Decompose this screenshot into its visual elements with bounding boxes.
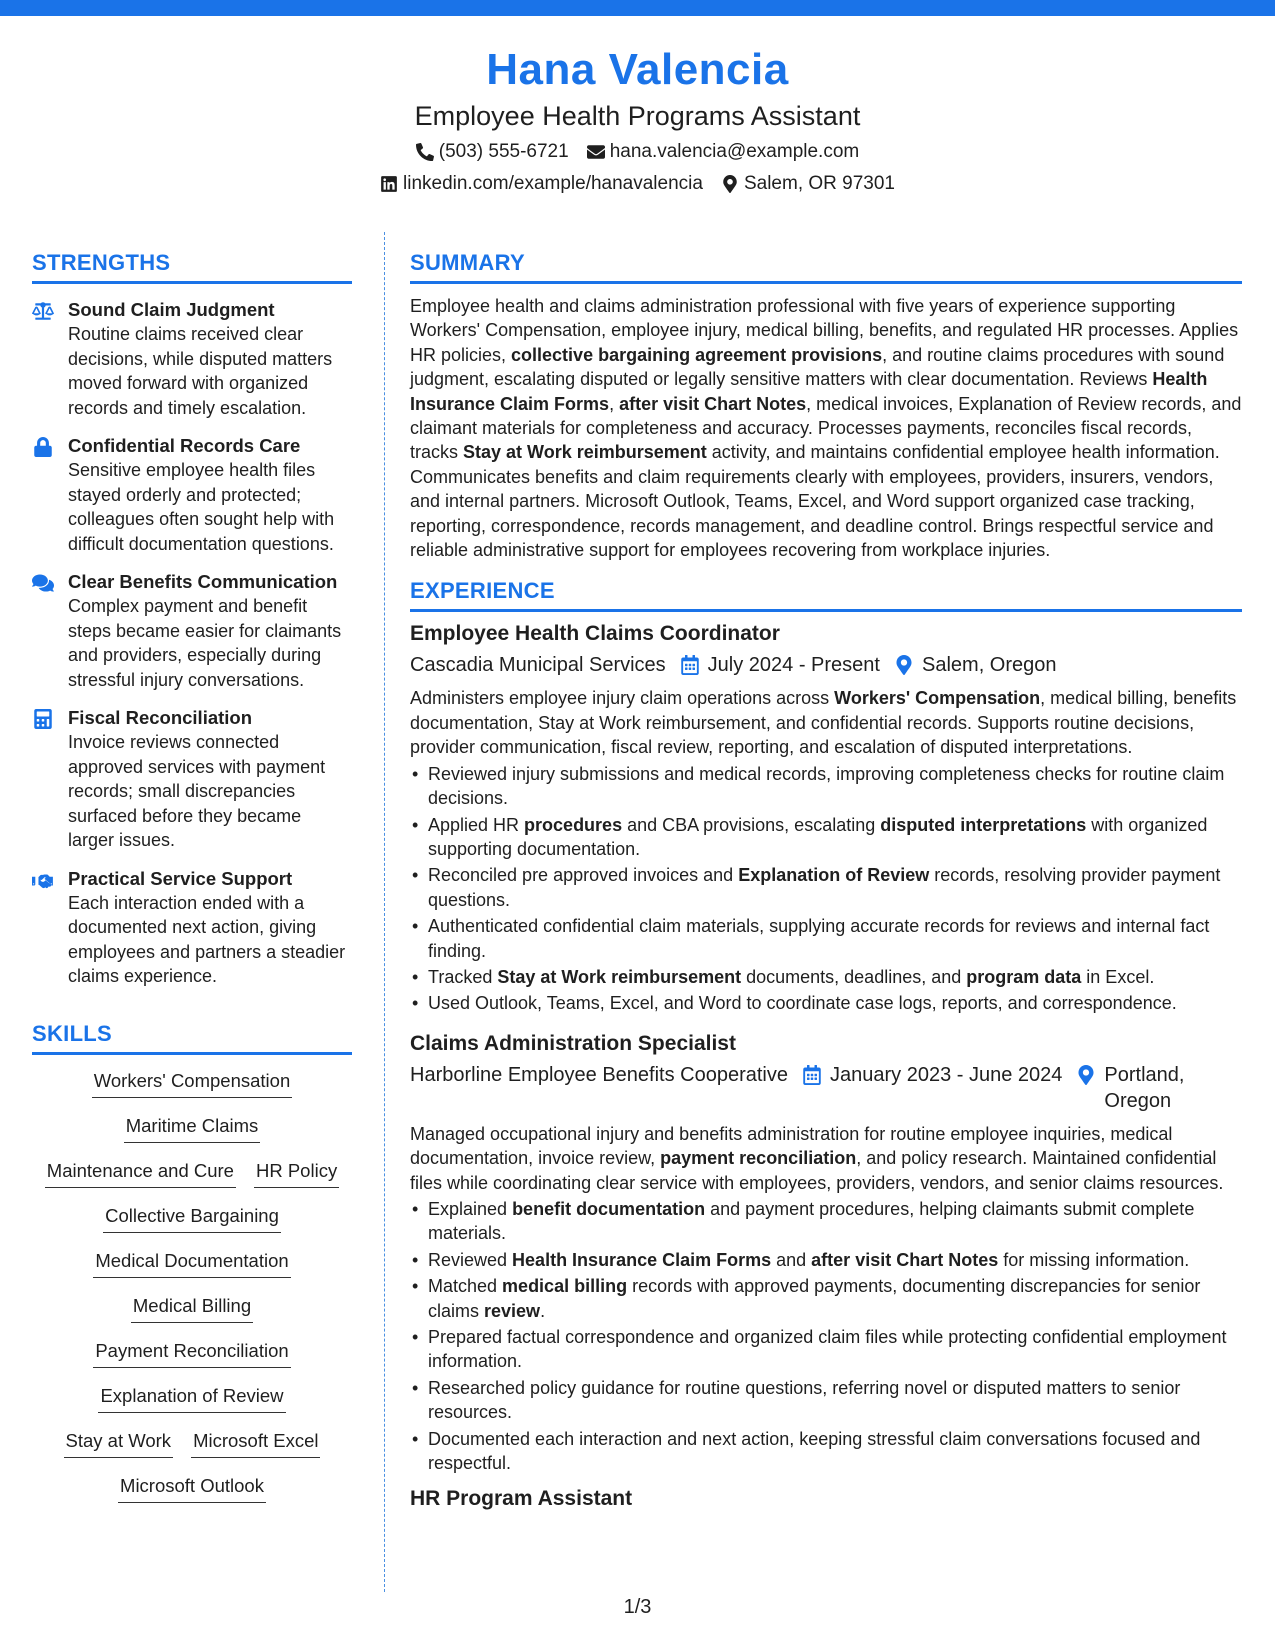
strength-item bbox=[32, 298, 352, 420]
bullet-item bbox=[410, 1427, 1242, 1476]
text-segment: Applied HR bbox=[428, 814, 525, 835]
text-segment: activity, and maintains confidential employee health information. Communicates benefits and claim requirements clearly with employees, providers, insurers, vendors, and internal partners. Microsoft Outlook, Teams, Excel, and Word support organized case tracking, reporting, correspondence, records management, and deadline control. Brings respectful service and reliable administrative support for employees recovering from workplace injuries. bbox=[410, 442, 1220, 561]
job-location-text: Portland, Oregon bbox=[1104, 1063, 1185, 1112]
comments-icon bbox=[32, 573, 54, 593]
skill-row bbox=[32, 1474, 352, 1519]
text-segment: in Excel. bbox=[1081, 966, 1155, 987]
text-segment: . bbox=[540, 1300, 546, 1321]
bullet-item bbox=[410, 1248, 1242, 1272]
text-segment: Managed occupational injury and benefits administration for routine employee inquiries, medical documentation, invoice review, bbox=[410, 1123, 1173, 1169]
text-segment: Reviewed bbox=[428, 1249, 513, 1270]
job-title: HR Program Assistant bbox=[410, 1487, 633, 1511]
skill-row bbox=[32, 1384, 352, 1429]
strength-title: Fiscal Reconciliation bbox=[68, 707, 253, 728]
bold-text: benefit documentation bbox=[512, 1198, 706, 1219]
text-segment: , bbox=[609, 393, 620, 414]
skill-tag: Payment Reconciliation bbox=[93, 1339, 290, 1368]
text-segment: Reconciled pre approved invoices and bbox=[428, 865, 739, 886]
location-text: Salem, OR 97301 bbox=[743, 173, 895, 194]
skill-row bbox=[32, 1429, 352, 1474]
skill-tag: Microsoft Excel bbox=[191, 1429, 320, 1458]
skill-tag: Maritime Claims bbox=[124, 1114, 261, 1143]
text-segment: Matched bbox=[428, 1276, 503, 1297]
text-segment: Employee health and claims administration professional with five years of experience supporting Workers' Compensation, employee injury, medical billing, benefits, and regulated HR processes. Applies HR policies, bbox=[410, 296, 1239, 365]
left-column bbox=[32, 248, 352, 1519]
bold-text: disputed interpretations bbox=[880, 814, 1087, 835]
linkedin-contact[interactable] bbox=[380, 170, 703, 198]
job-location bbox=[1076, 1062, 1196, 1114]
job-meta bbox=[410, 652, 1242, 678]
summary-heading: SUMMARY bbox=[410, 248, 1242, 284]
strength-title: Clear Benefits Communication bbox=[68, 571, 338, 592]
email-contact[interactable] bbox=[587, 138, 860, 166]
bold-text: Explanation of Review bbox=[738, 865, 930, 886]
strength-item bbox=[32, 434, 352, 556]
strength-text: Complex payment and benefit steps became easier for claimants and providers, especially during stressful injury conversations. bbox=[68, 596, 342, 690]
skill-tag: Workers' Compensation bbox=[92, 1069, 293, 1098]
bold-text: Health Insurance Claim Forms bbox=[512, 1249, 772, 1270]
bold-text: after visit Chart Notes bbox=[811, 1249, 999, 1270]
job-dates bbox=[802, 1062, 1062, 1088]
text-segment: Documented each interaction and next action, keeping stressful claim conversations focused and respectful. bbox=[428, 1428, 1201, 1474]
envelope-icon bbox=[587, 143, 605, 161]
lock-icon bbox=[32, 437, 54, 457]
job-dates bbox=[680, 652, 880, 678]
bullet-item bbox=[410, 1197, 1242, 1246]
text-segment: Authenticated confidential claim materials, supplying accurate records for reviews and internal fact finding. bbox=[428, 916, 1210, 961]
scale-icon bbox=[32, 301, 54, 321]
text-segment: records with approved payments, documenting discrepancies for senior claims bbox=[428, 1276, 1201, 1321]
skill-row bbox=[32, 1204, 352, 1249]
text-segment: , medical billing, benefits documentation, Stay at Work reimbursement, and confidential records. Supports routine decisions, provider communication, fiscal review, reporting, and escalation of disputed interpretations. bbox=[410, 688, 1237, 758]
skill-row bbox=[32, 1159, 352, 1204]
skill-tag: Collective Bargaining bbox=[103, 1204, 281, 1233]
phone-icon bbox=[416, 143, 434, 161]
job-entry bbox=[410, 620, 1242, 1015]
job-location bbox=[894, 652, 1057, 678]
job-company: Harborline Employee Benefits Cooperative bbox=[410, 1063, 788, 1086]
text-segment: for missing information. bbox=[998, 1249, 1190, 1270]
job-location-text: Salem, Oregon bbox=[922, 654, 1057, 677]
page-number: 1/3 bbox=[623, 1596, 652, 1618]
bold-text: collective bargaining agreement provisions bbox=[511, 344, 883, 365]
strength-text: Routine claims received clear decisions, while disputed matters moved forward with organized records and timely escalation. bbox=[68, 324, 333, 418]
summary-text bbox=[410, 294, 1242, 562]
job-company: Cascadia Municipal Services bbox=[410, 654, 666, 677]
strength-text: Sensitive employee health files stayed orderly and protected; colleagues often sought help with difficult documentation questions. bbox=[68, 460, 335, 554]
skill-row bbox=[32, 1069, 352, 1114]
text-segment: with organized supporting documentation. bbox=[428, 814, 1208, 859]
strength-item bbox=[32, 570, 352, 692]
job-description bbox=[410, 1122, 1242, 1195]
linkedin-icon bbox=[380, 175, 398, 193]
skills-heading: SKILLS bbox=[32, 1019, 352, 1055]
job-dates-text: July 2024 - Present bbox=[707, 654, 880, 677]
bullet-item bbox=[410, 965, 1242, 989]
bold-text: medical billing bbox=[502, 1276, 628, 1297]
skill-tag: Maintenance and Cure bbox=[45, 1159, 236, 1188]
strength-title: Sound Claim Judgment bbox=[68, 299, 275, 320]
bold-text: Stay at Work reimbursement bbox=[497, 966, 742, 987]
bold-text: Health Insurance Claim Forms bbox=[410, 369, 1208, 414]
bullet-item bbox=[410, 813, 1242, 862]
bold-text: procedures bbox=[524, 814, 623, 835]
bullet-item bbox=[410, 1376, 1242, 1425]
skill-row bbox=[32, 1294, 352, 1339]
strength-text: Each interaction ended with a documented next action, giving employees and partners a steadier claims experience. bbox=[68, 892, 346, 986]
job-meta bbox=[410, 1062, 1242, 1114]
right-column bbox=[410, 248, 1242, 1513]
text-segment: and bbox=[771, 1249, 812, 1270]
bold-text: review bbox=[484, 1300, 541, 1321]
column-divider bbox=[384, 232, 385, 1592]
job-bullets bbox=[410, 762, 1242, 1016]
bold-text: program data bbox=[966, 966, 1082, 987]
candidate-title: Employee Health Programs Assistant bbox=[414, 101, 861, 131]
bold-text: payment reconciliation bbox=[660, 1148, 857, 1169]
handshake-icon bbox=[32, 870, 54, 890]
calendar-icon bbox=[680, 655, 700, 675]
job-entry bbox=[410, 1485, 1242, 1513]
text-segment: Researched policy guidance for routine questions, referring novel or disputed matters to senior resources. bbox=[428, 1377, 1181, 1423]
text-segment: , medical invoices, Explanation of Review records, and claimant materials for completeness and accuracy. Processes payments, reconciles fiscal records, tracks bbox=[410, 393, 1242, 463]
skill-tag: Stay at Work bbox=[64, 1429, 174, 1458]
bold-text: after visit Chart Notes bbox=[619, 393, 807, 414]
skill-row bbox=[32, 1339, 352, 1384]
bullet-item bbox=[410, 991, 1242, 1015]
strength-title: Confidential Records Care bbox=[68, 435, 301, 456]
text-segment: Prepared factual correspondence and organized claim files while protecting confidential employment information. bbox=[428, 1327, 1227, 1372]
text-segment: Reviewed injury submissions and medical records, improving completeness checks for routine claim decisions. bbox=[428, 763, 1225, 809]
bullet-item bbox=[410, 1274, 1242, 1323]
job-dates-text: January 2023 - June 2024 bbox=[829, 1063, 1063, 1086]
linkedin-text: linkedin.com/example/hanavalencia bbox=[403, 173, 703, 194]
job-bullets bbox=[410, 1197, 1242, 1475]
bullet-item bbox=[410, 762, 1242, 811]
skill-tag: Medical Billing bbox=[131, 1294, 253, 1323]
text-segment: documents, deadlines, and bbox=[741, 966, 967, 987]
skill-tag: Medical Documentation bbox=[93, 1249, 290, 1278]
skill-row bbox=[32, 1249, 352, 1294]
text-segment: , and routine claims procedures with sound judgment, escalating disputed or legally sensitive matters with clear documentation. Reviews bbox=[410, 344, 1225, 390]
bullet-item bbox=[410, 914, 1242, 963]
skills-list bbox=[32, 1069, 352, 1519]
strength-text: Invoice reviews connected approved services with payment records; small discrepancies surfaced before they became larger issues. bbox=[68, 732, 326, 850]
strength-item bbox=[32, 867, 352, 989]
text-segment: Administers employee injury claim operations across bbox=[410, 688, 835, 709]
text-segment: Tracked bbox=[428, 966, 498, 987]
text-segment: and payment procedures, helping claimants submit complete materials. bbox=[428, 1198, 1195, 1244]
bold-text: Stay at Work reimbursement bbox=[463, 442, 707, 463]
skill-tag: Explanation of Review bbox=[98, 1384, 285, 1413]
text-segment: , and policy research. Maintained confidential files while coordinating clear service with employees, providers, vendors, and senior claims resources. bbox=[410, 1148, 1224, 1193]
skill-tag: HR Policy bbox=[254, 1159, 339, 1188]
job-title: Employee Health Claims Coordinator bbox=[410, 622, 780, 646]
job-description bbox=[410, 686, 1242, 759]
candidate-name: Hana Valencia bbox=[486, 45, 789, 94]
experience-heading: EXPERIENCE bbox=[410, 576, 1242, 612]
calendar-icon bbox=[802, 1065, 822, 1085]
phone-text: (503) 555-6721 bbox=[438, 141, 569, 162]
top-accent-bar bbox=[0, 0, 1275, 16]
skill-row bbox=[32, 1114, 352, 1159]
bullet-item bbox=[410, 1325, 1242, 1374]
calculator-icon bbox=[32, 709, 54, 729]
text-segment: and CBA provisions, escalating bbox=[622, 814, 881, 835]
resume-header bbox=[0, 44, 1275, 198]
bold-text: Workers' Compensation bbox=[834, 688, 1041, 709]
strength-title: Practical Service Support bbox=[68, 867, 293, 889]
strength-item bbox=[32, 706, 352, 853]
text-segment: Explained bbox=[428, 1198, 513, 1219]
strengths-heading: STRENGTHS bbox=[32, 248, 352, 284]
phone-contact bbox=[416, 138, 569, 166]
contact-row-1 bbox=[0, 138, 1275, 166]
skill-tag: Microsoft Outlook bbox=[118, 1474, 266, 1503]
text-segment: records, resolving provider payment questions. bbox=[428, 865, 1221, 910]
map-pin-icon bbox=[1076, 1065, 1096, 1085]
location-contact bbox=[721, 170, 895, 198]
contact-row-2 bbox=[0, 170, 1275, 198]
job-title: Claims Administration Specialist bbox=[410, 1031, 736, 1055]
map-pin-icon bbox=[721, 175, 739, 193]
map-pin-icon bbox=[894, 655, 914, 675]
text-segment: Used Outlook, Teams, Excel, and Word to coordinate case logs, reports, and correspondence. bbox=[428, 993, 1177, 1014]
bullet-item bbox=[410, 863, 1242, 912]
email-text: hana.valencia@example.com bbox=[609, 141, 860, 162]
job-entry bbox=[410, 1030, 1242, 1476]
